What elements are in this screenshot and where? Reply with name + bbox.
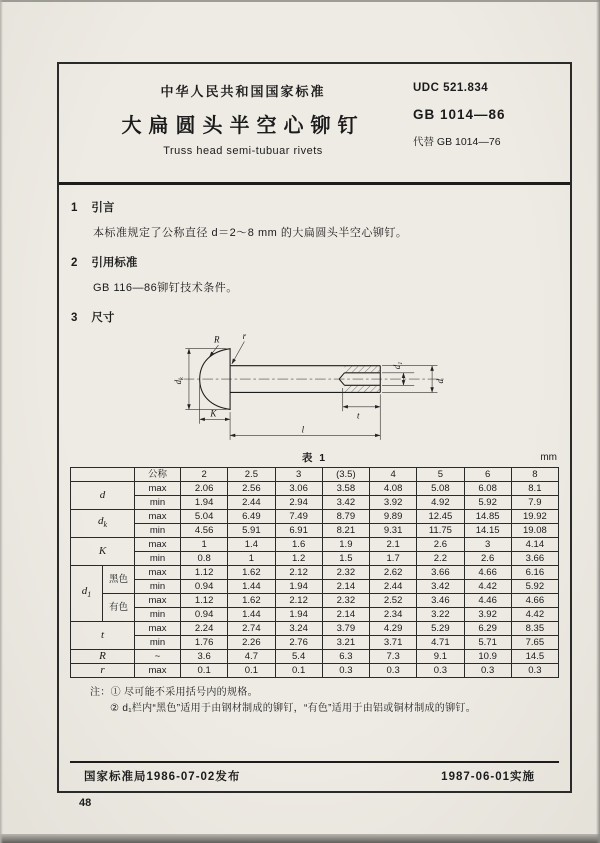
cell: 2.76 — [275, 636, 322, 650]
cell: 2.24 — [181, 622, 228, 636]
cell: 0.1 — [275, 664, 322, 678]
col-header: 4 — [370, 468, 417, 482]
dim-label-K: K — [209, 408, 216, 419]
material-black: 黑色 — [103, 566, 135, 594]
cell: 6.08 — [464, 482, 511, 496]
table-row — [71, 650, 559, 664]
limit-cell: max — [135, 566, 181, 580]
section-3-heading — [71, 309, 559, 325]
header-center-block — [67, 64, 419, 157]
param-r: r — [71, 664, 135, 678]
cell: 5.04 — [181, 510, 228, 524]
cell: 5.71 — [464, 636, 511, 650]
udc-number: UDC 521.834 — [413, 82, 489, 94]
dim-label-l: l — [301, 424, 304, 435]
cell: 2.2 — [417, 552, 464, 566]
table-corner-cell — [71, 468, 135, 482]
dim-label-R: R — [213, 334, 219, 345]
scan-edge-right — [596, 0, 600, 843]
cell: 14.5 — [511, 650, 558, 664]
table-row — [71, 566, 559, 580]
cell: 7.49 — [275, 510, 322, 524]
section-2-title: 引用标准 — [91, 257, 138, 269]
cell: 8.79 — [322, 510, 369, 524]
limit-cell: max — [135, 482, 181, 496]
cell: 3.22 — [417, 608, 464, 622]
section-2-number: 2 — [71, 257, 78, 269]
cell: 5.92 — [464, 496, 511, 510]
dim-label-d1: $d_1$ — [391, 361, 404, 370]
cell: 3.42 — [322, 496, 369, 510]
cell: 5.08 — [417, 482, 464, 496]
cell: 4.7 — [228, 650, 275, 664]
cell: 7.9 — [511, 496, 558, 510]
material-colored: 有色 — [103, 594, 135, 622]
cell: 3.71 — [370, 636, 417, 650]
standard-number: GB 1014—86 — [413, 107, 506, 122]
document-title: 大扁圆头半空心铆钉 — [121, 115, 365, 137]
section-hatch-bottom — [344, 385, 380, 391]
cell: 3.46 — [417, 594, 464, 608]
notes-block — [90, 685, 559, 717]
limit-cell: min — [135, 580, 181, 594]
cell: 5.29 — [417, 622, 464, 636]
cell: 2.14 — [322, 580, 369, 594]
cell: 2.14 — [322, 608, 369, 622]
param-dk-sub: k — [103, 520, 108, 530]
limit-cell: min — [135, 608, 181, 622]
col-header: 3 — [275, 468, 322, 482]
cell: 0.3 — [322, 664, 369, 678]
replaces-note: 代替 GB 1014—76 — [413, 136, 501, 148]
cell: 2.12 — [275, 594, 322, 608]
table-row — [71, 552, 559, 566]
cell: 7.3 — [370, 650, 417, 664]
table-row — [71, 636, 559, 650]
cell: 2.12 — [275, 566, 322, 580]
table-row — [71, 594, 559, 608]
cell: 1.94 — [181, 496, 228, 510]
cell: 11.75 — [417, 524, 464, 538]
dim-label-r: r — [242, 330, 246, 341]
note-line-1 — [90, 685, 559, 701]
cell: 6.16 — [511, 566, 558, 580]
cell: 19.08 — [511, 524, 558, 538]
limit-cell: min — [135, 552, 181, 566]
limit-cell: max — [135, 538, 181, 552]
cell: 1.7 — [370, 552, 417, 566]
table-caption: 表 1 — [301, 452, 328, 464]
section-1-number: 1 — [71, 202, 78, 214]
cell: 3.92 — [464, 608, 511, 622]
cell: 4.46 — [464, 594, 511, 608]
cell: 1.62 — [228, 594, 275, 608]
header-right-block — [413, 64, 569, 149]
cell: 3.66 — [511, 552, 558, 566]
cell: 9.31 — [370, 524, 417, 538]
cell: 0.1 — [228, 664, 275, 678]
table-row — [71, 538, 559, 552]
limit-cell: max — [135, 594, 181, 608]
nominal-header: 公称 — [135, 468, 181, 482]
section-2-heading — [71, 254, 559, 270]
cell: 8.1 — [511, 482, 558, 496]
limit-cell: min — [135, 524, 181, 538]
cell: 2.44 — [370, 580, 417, 594]
cell: 1.9 — [322, 538, 369, 552]
scan-edge-top — [0, 0, 600, 2]
limit-cell: max — [135, 664, 181, 678]
cell: 2.6 — [464, 552, 511, 566]
cell: 6.3 — [322, 650, 369, 664]
cell: 14.85 — [464, 510, 511, 524]
cell: 1.76 — [181, 636, 228, 650]
param-K: K — [71, 538, 135, 566]
col-header: 8 — [511, 468, 558, 482]
cell: 1 — [228, 552, 275, 566]
cell: 3.24 — [275, 622, 322, 636]
table-row — [71, 608, 559, 622]
cell: 2.06 — [181, 482, 228, 496]
param-d: d — [71, 482, 135, 510]
table-caption-row — [70, 450, 559, 465]
notes-label: 注： — [90, 687, 111, 698]
cell: 8.21 — [322, 524, 369, 538]
cell: 6.29 — [464, 622, 511, 636]
cell: 4.66 — [511, 594, 558, 608]
cell: 0.1 — [181, 664, 228, 678]
cell: 1.2 — [275, 552, 322, 566]
document-header — [59, 64, 570, 185]
cell: 1.44 — [228, 608, 275, 622]
cell: 2.74 — [228, 622, 275, 636]
cell: 0.3 — [370, 664, 417, 678]
cell: 0.8 — [181, 552, 228, 566]
cell: 4.42 — [464, 580, 511, 594]
cell: 4.42 — [511, 608, 558, 622]
col-header: 2.5 — [228, 468, 275, 482]
limit-cell: max — [135, 622, 181, 636]
dimensions-table — [70, 467, 559, 678]
cell: 9.89 — [370, 510, 417, 524]
cell: 1.12 — [181, 594, 228, 608]
cell: 5.4 — [275, 650, 322, 664]
cell: 1.12 — [181, 566, 228, 580]
cell: 1 — [181, 538, 228, 552]
cell: 0.3 — [511, 664, 558, 678]
cell: 4.14 — [511, 538, 558, 552]
cell: 12.45 — [417, 510, 464, 524]
cell: 1.62 — [228, 566, 275, 580]
limit-cell: max — [135, 510, 181, 524]
param-dk — [71, 510, 135, 538]
table-row — [71, 664, 559, 678]
cell: 3.6 — [181, 650, 228, 664]
cell: 8.35 — [511, 622, 558, 636]
param-R: R — [71, 650, 135, 664]
scan-edge-left — [0, 0, 3, 843]
cell: 0.94 — [181, 580, 228, 594]
param-d1 — [71, 566, 103, 622]
section-1-body: 本标准规定了公称直径 d＝2～8 mm 的大扁圆头半空心铆钉。 — [93, 227, 408, 239]
section-2-body: GB 116—86铆钉技术条件。 — [93, 282, 238, 294]
cell: 0.3 — [417, 664, 464, 678]
cell: 2.56 — [228, 482, 275, 496]
cell: 4.56 — [181, 524, 228, 538]
section-1-heading — [71, 199, 559, 215]
cell: 4.92 — [417, 496, 464, 510]
effective-info: 1987-06-01实施 — [441, 771, 535, 783]
cell: 10.9 — [464, 650, 511, 664]
cell: 3.06 — [275, 482, 322, 496]
document-subtitle-en: Truss head semi-tubuar rivets — [163, 145, 323, 157]
section-3-number: 3 — [71, 312, 78, 324]
cell: 2.1 — [370, 538, 417, 552]
limit-cell: min — [135, 636, 181, 650]
col-header: (3.5) — [322, 468, 369, 482]
cell: 1.5 — [322, 552, 369, 566]
cell: 2.52 — [370, 594, 417, 608]
cell: 2.62 — [370, 566, 417, 580]
note-line-2: ② d₁栏内“黑色”适用于由钢材制成的铆钉，“有色”适用于由铝或铜材制成的铆钉。 — [110, 703, 476, 714]
limit-cell: min — [135, 496, 181, 510]
cell: 3.42 — [417, 580, 464, 594]
page-number: 48 — [79, 797, 92, 809]
table-row — [71, 622, 559, 636]
cell: 3.79 — [322, 622, 369, 636]
cell: 0.94 — [181, 608, 228, 622]
cell: 2.32 — [322, 566, 369, 580]
cell: 4.29 — [370, 622, 417, 636]
cell: 2.44 — [228, 496, 275, 510]
cell: 6.91 — [275, 524, 322, 538]
cell: 14.15 — [464, 524, 511, 538]
rivet-dimension-drawing — [160, 329, 470, 447]
cell: 1.6 — [275, 538, 322, 552]
limit-cell: ~ — [135, 650, 181, 664]
section-3-title: 尺寸 — [91, 312, 115, 324]
issue-info: 国家标准局1986-07-02发布 — [84, 771, 241, 783]
cell: 7.65 — [511, 636, 558, 650]
page-content — [59, 185, 570, 791]
table-row — [71, 482, 559, 496]
cell: 3.92 — [370, 496, 417, 510]
dim-label-dk: $d_k$ — [172, 377, 185, 385]
section-1-title: 引言 — [91, 202, 115, 214]
cell: 4.66 — [464, 566, 511, 580]
cell: 4.08 — [370, 482, 417, 496]
cell: 1.94 — [275, 580, 322, 594]
col-header: 5 — [417, 468, 464, 482]
cell: 1.94 — [275, 608, 322, 622]
note-1-text: ① 尽可能不采用括号内的规格。 — [110, 687, 258, 698]
standard-org-line: 中华人民共和国国家标准 — [160, 84, 326, 99]
cell: 2.6 — [417, 538, 464, 552]
dim-label-t: t — [356, 410, 359, 421]
param-d1-sub: 1 — [87, 590, 92, 600]
cell: 0.3 — [464, 664, 511, 678]
cell: 6.49 — [228, 510, 275, 524]
col-header: 2 — [181, 468, 228, 482]
table-header-row — [71, 468, 559, 482]
cell: 5.91 — [228, 524, 275, 538]
param-dk-base: d — [97, 515, 104, 528]
table-row — [71, 524, 559, 538]
param-t: t — [71, 622, 135, 650]
scan-edge-bottom — [0, 834, 600, 843]
cell: 3 — [464, 538, 511, 552]
cell: 1.44 — [228, 580, 275, 594]
cell: 3.58 — [322, 482, 369, 496]
col-header: 6 — [464, 468, 511, 482]
cell: 2.32 — [322, 594, 369, 608]
table-row — [71, 580, 559, 594]
cell: 19.92 — [511, 510, 558, 524]
table-unit: mm — [540, 452, 557, 463]
cell: 3.66 — [417, 566, 464, 580]
cell: 2.26 — [228, 636, 275, 650]
cell: 2.94 — [275, 496, 322, 510]
cell: 3.21 — [322, 636, 369, 650]
cell: 5.92 — [511, 580, 558, 594]
document-footer — [70, 761, 559, 791]
cell: 2.34 — [370, 608, 417, 622]
section-hatch-top — [344, 366, 380, 372]
dim-label-d: d — [434, 379, 445, 384]
cell: 4.71 — [417, 636, 464, 650]
cell: 9.1 — [417, 650, 464, 664]
cell: 1.4 — [228, 538, 275, 552]
table-row — [71, 496, 559, 510]
page-frame — [57, 62, 572, 793]
table-row — [71, 510, 559, 524]
param-d1-base: d — [81, 585, 88, 598]
